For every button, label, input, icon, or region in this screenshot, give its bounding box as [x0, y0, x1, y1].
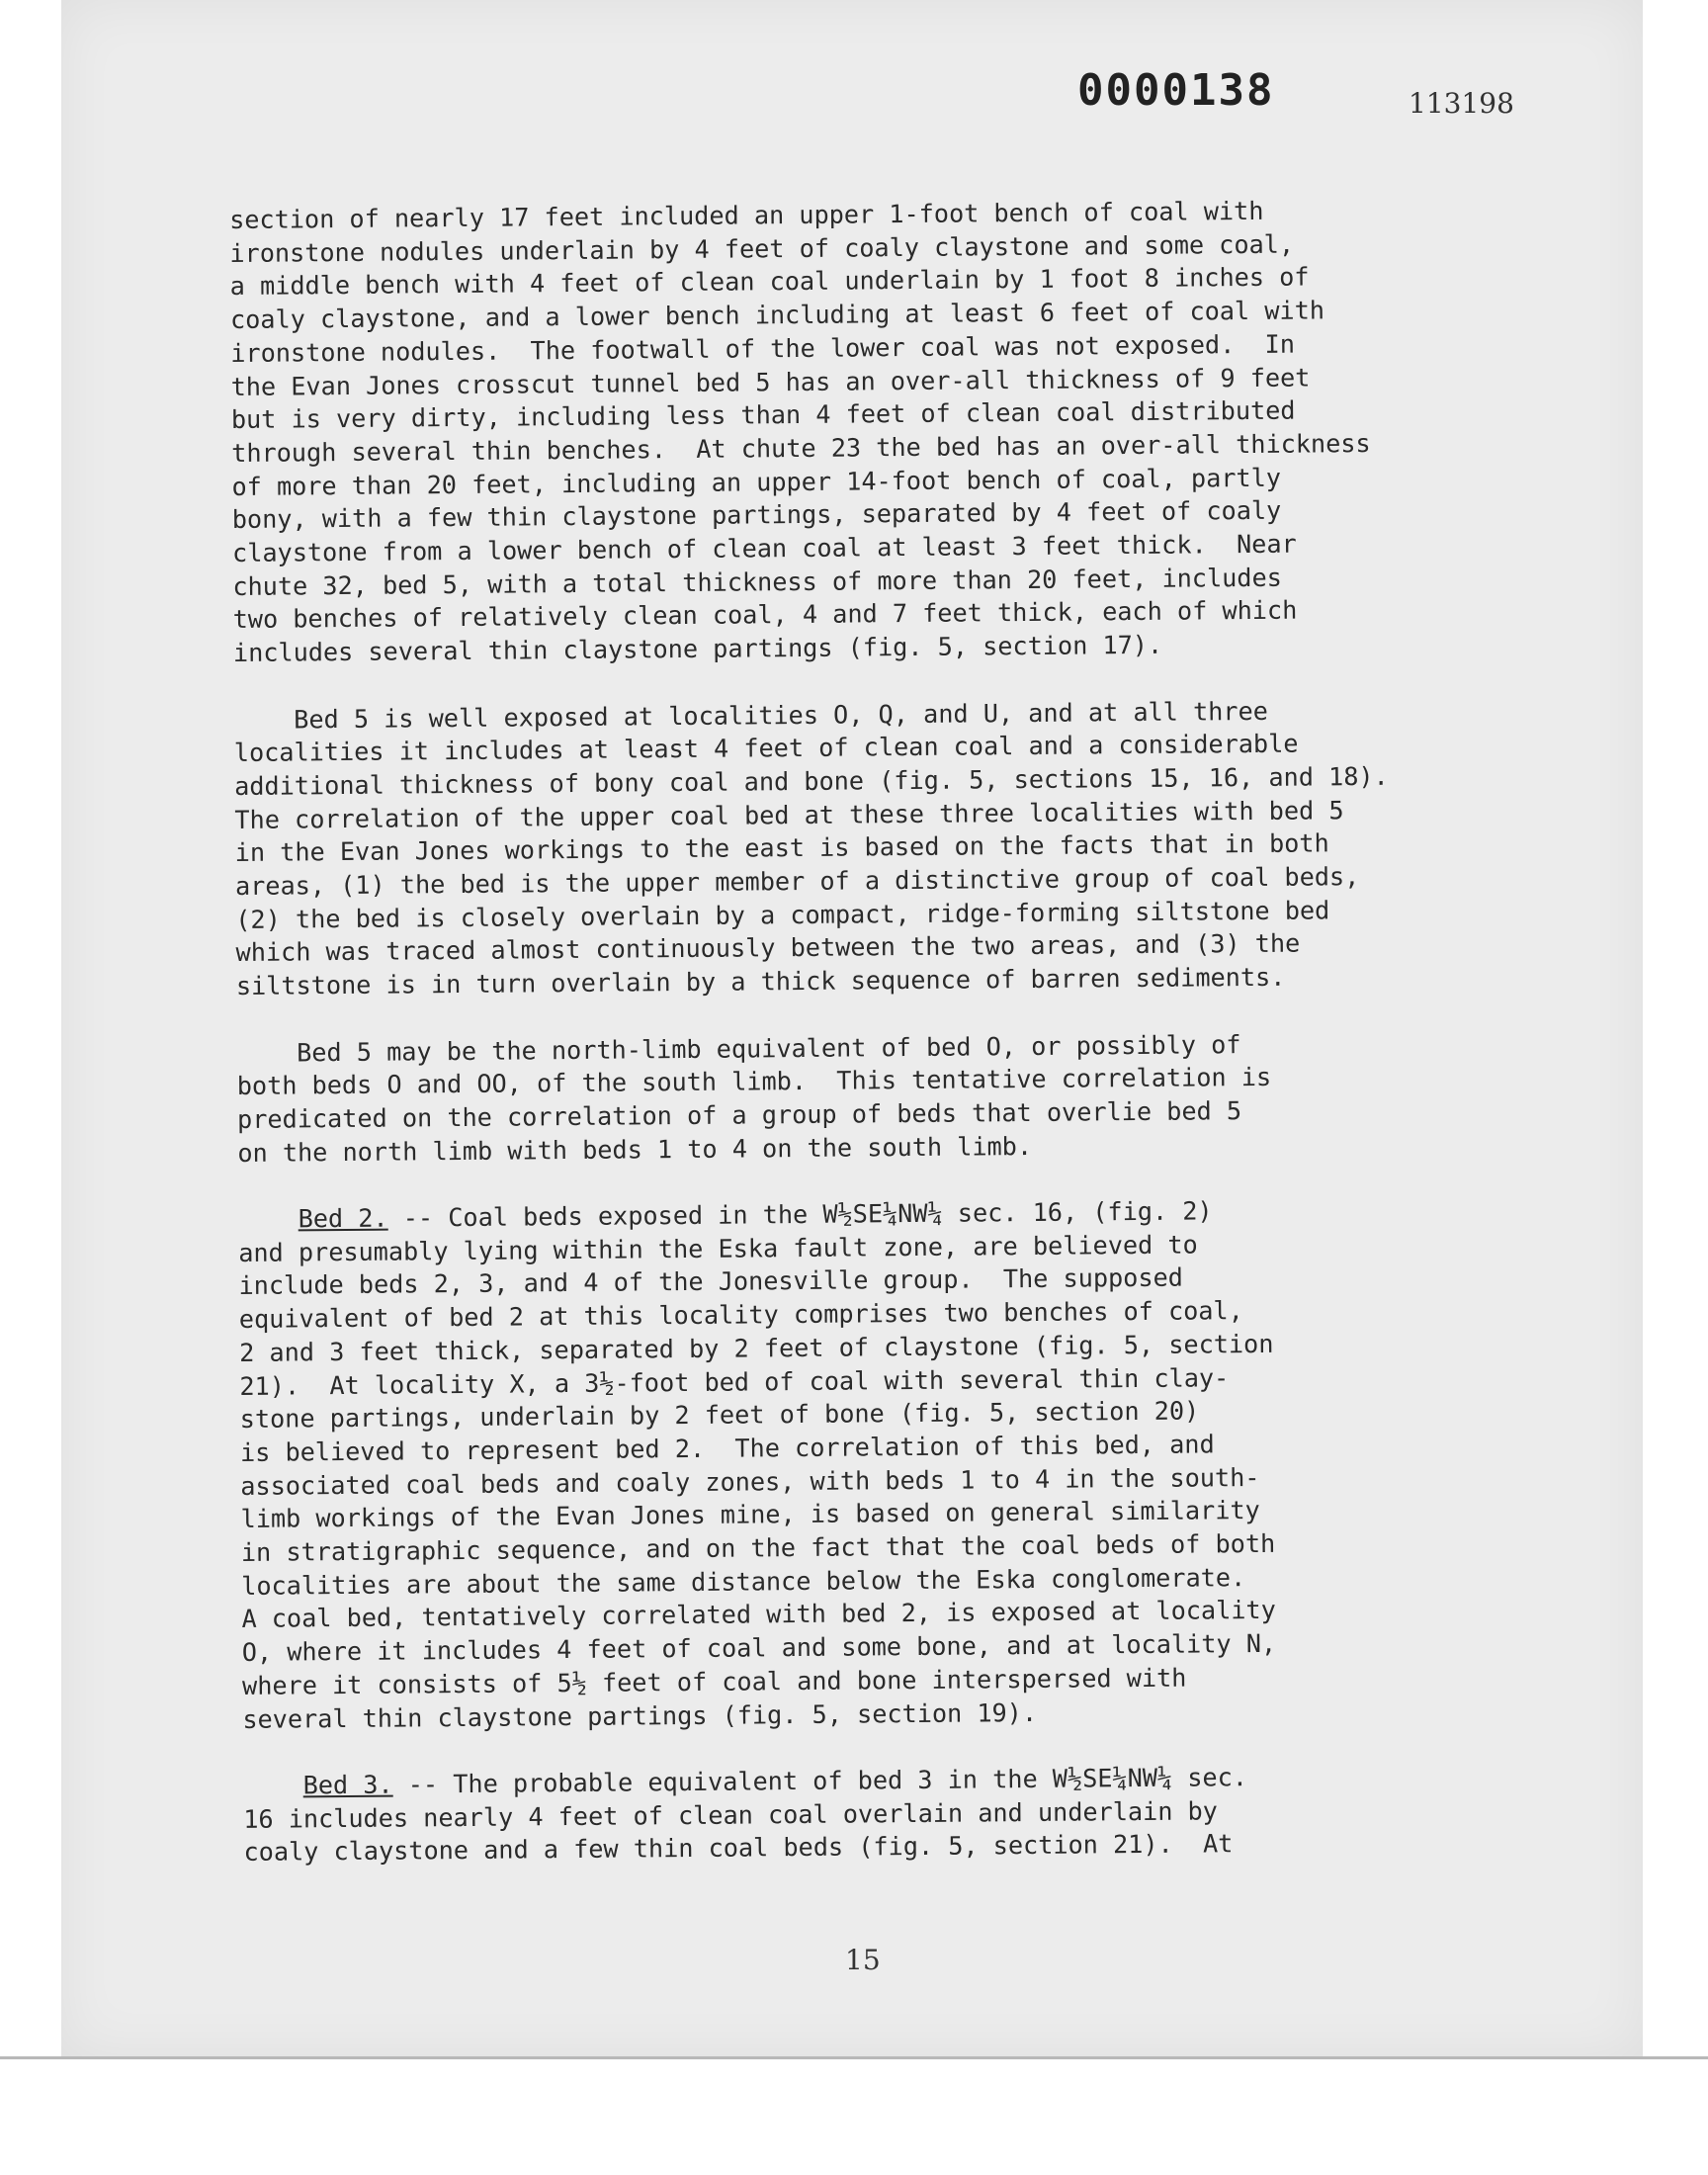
text-line: predicated on the correlation of a group of beds that overlie bed 5 [236, 1096, 1242, 1134]
paragraph [243, 1759, 1529, 1870]
indent [238, 1204, 299, 1234]
text-line: in the Evan Jones workings to the east is based on the facts that in both [234, 828, 1329, 868]
text-line: the Evan Jones crosscut tunnel bed 5 has an over-all thickness of 9 feet [230, 362, 1311, 401]
document-id: 113198 [1409, 87, 1514, 120]
text-line: section of nearly 17 feet included an upper 1-foot bench of coal with [229, 196, 1264, 234]
text-line: ironstone nodules underlain by 4 feet of coaly claystone and some coal, [229, 229, 1295, 268]
text-line: two benches of relatively clean coal, 4 and 7 feet thick, each of which [232, 596, 1298, 635]
text-line-rest: -- Coal beds exposed in the W½SE¼NW¼ sec. 16, (fig. 2) [387, 1196, 1213, 1233]
text-line: in stratigraphic sequence, and on the fact that the coal beds of both [240, 1528, 1276, 1568]
body-text [229, 193, 1529, 1903]
text-line: localities are about the same distance below the Eska conglomerate. [241, 1562, 1246, 1601]
text-line: on the north limb with beds 1 to 4 on the south limb. [237, 1131, 1033, 1168]
text-line: Bed 5 may be the north-limb equivalent of bed O, or possibly of [236, 1029, 1241, 1068]
text-line: coaly claystone, and a lower bench including at least 6 feet of coal with [229, 296, 1325, 335]
text-line: both beds O and OO, of the south limb. This tentative correlation is [236, 1063, 1272, 1101]
paragraph [238, 1192, 1528, 1737]
paragraph [236, 1025, 1522, 1170]
text-line: ironstone nodules. The footwall of the lower coal was not exposed. In [230, 329, 1296, 368]
text-line: and presumably lying within the Eska fault zone, are believed to [238, 1230, 1198, 1267]
text-line: includes several thin claystone partings (fig. 5, section 17). [232, 630, 1163, 668]
text-line: equivalent of bed 2 at this locality comprises two benches of coal, [238, 1296, 1243, 1335]
section-heading: Bed 2. [298, 1203, 388, 1234]
text-line: (2) the bed is closely overlain by a compact, ridge-forming siltstone bed [235, 896, 1330, 934]
paragraph [229, 193, 1518, 670]
text-line: siltstone is in turn overlain by a thick sequence of barren sediments. [235, 962, 1286, 1001]
text-line: of more than 20 feet, including an upper 14-foot bench of coal, partly [231, 463, 1282, 501]
text-line: areas, (1) the bed is the upper member of a distinctive group of coal beds, [234, 862, 1360, 902]
text-line: 21). At locality X, a 3½-foot bed of coal with several thin clay- [239, 1362, 1230, 1401]
text-line: which was traced almost continuously between the two areas, and (3) the [235, 929, 1301, 968]
page-number: 15 [845, 1944, 881, 1976]
text-line: 2 and 3 feet thick, separated by 2 feet of claystone (fig. 5, section [239, 1329, 1274, 1367]
text-line: but is very dirty, including less than 4 feet of clean coal distributed [230, 395, 1296, 435]
text-line: bony, with a few thin claystone partings, separated by 4 feet of coaly [231, 496, 1282, 535]
text-line: is believed to represent bed 2. The correlation of this bed, and [239, 1430, 1215, 1467]
text-line: O, where it includes 4 feet of coal and some bone, and at locality N, [241, 1629, 1277, 1668]
text-line: limb workings of the Evan Jones mine, is based on general similarity [240, 1496, 1260, 1534]
text-line: 16 includes nearly 4 feet of clean coal overlain and underlain by [243, 1796, 1219, 1834]
text-line: several thin claystone partings (fig. 5, section 19). [242, 1697, 1038, 1734]
text-line: Bed 5 is well exposed at localities O, Q, and U, and at all three [233, 696, 1268, 735]
section-heading: Bed 3. [302, 1770, 393, 1800]
text-line: through several thin benches. At chute 23 the bed has an over-all thickness [231, 428, 1371, 468]
text-line: coaly claystone and a few thin coal beds (fig. 5, section 21). At [243, 1829, 1234, 1868]
paragraph [233, 692, 1521, 1003]
text-line: where it consists of 5½ feet of coal and bone interspersed with [241, 1663, 1187, 1700]
indent [243, 1771, 303, 1800]
page-edge [0, 2056, 1708, 2059]
text-line: additional thickness of bony coal and bone (fig. 5, sections 15, 16, and 18). [234, 761, 1389, 801]
text-line: A coal bed, tentatively correlated with bed 2, is exposed at locality [241, 1596, 1276, 1634]
text-line: The correlation of the upper coal bed at these three localities with bed 5 [234, 795, 1344, 834]
text-line: stone partings, underlain by 2 feet of bone (fig. 5, section 20) [239, 1396, 1200, 1435]
text-line: associated coal beds and coaly zones, with beds 1 to 4 in the south- [240, 1462, 1260, 1501]
text-line-rest: -- The probable equivalent of bed 3 in the W½SE¼NW¼ sec. [392, 1763, 1248, 1799]
text-line: include beds 2, 3, and 4 of the Jonesville group. The supposed [238, 1263, 1183, 1301]
text-line: localities it includes at least 4 feet of clean coal and a considerable [233, 729, 1299, 768]
text-line: claystone from a lower bench of clean coal at least 3 feet thick. Near [231, 529, 1297, 568]
document-number: 0000138 [1077, 65, 1275, 116]
text-line: a middle bench with 4 feet of clean coal underlain by 1 foot 8 inches of [229, 262, 1310, 302]
text-line: chute 32, bed 5, with a total thickness of more than 20 feet, includes [232, 563, 1282, 601]
